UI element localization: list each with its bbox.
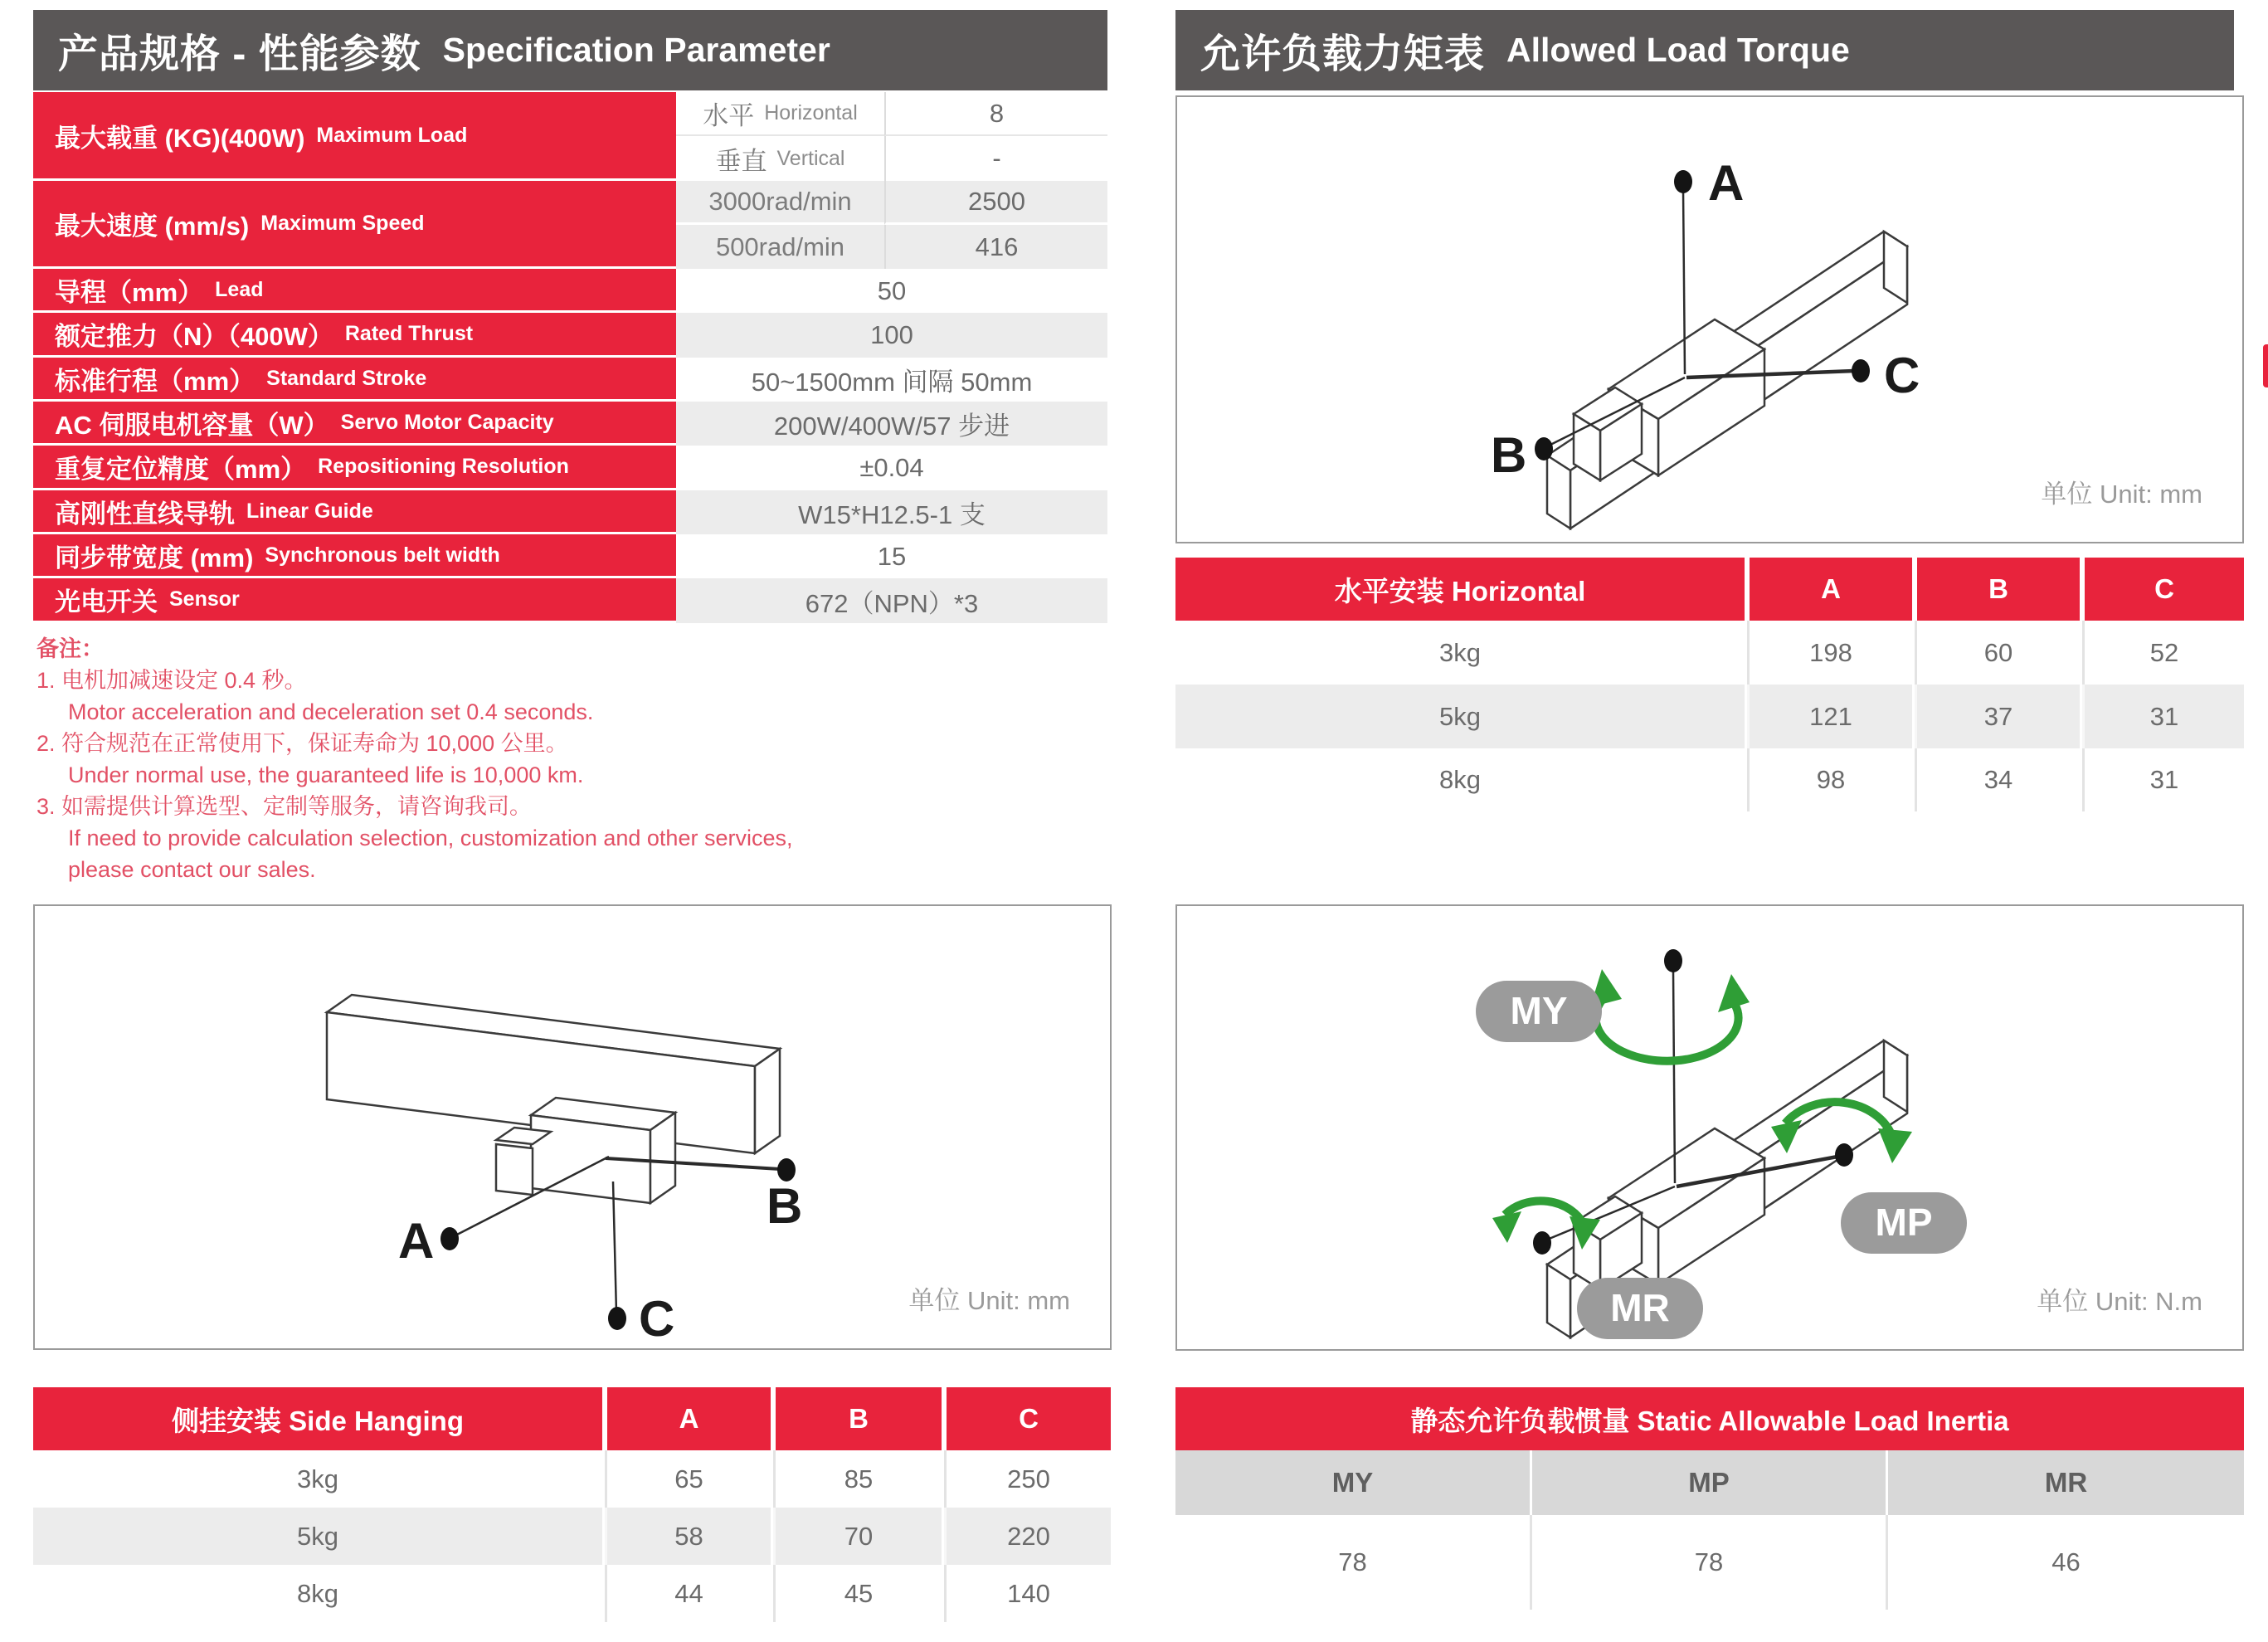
side-row-8kg-a: 44 <box>605 1565 771 1622</box>
lead-zh: 导程（mm） <box>55 277 204 307</box>
inertia-val-my: 78 <box>1338 1547 1367 1576</box>
vertical-zh: 垂直 <box>715 146 767 176</box>
side-row-8kg-b: 45 <box>773 1565 942 1622</box>
horiz-row-8kg-a: 98 <box>1747 748 1912 811</box>
notes-heading: 备注： <box>37 636 104 661</box>
max-load-en: Maximum Load <box>316 123 468 147</box>
belt-zh: 同步带宽度 (mm) <box>55 543 254 573</box>
horiz-row-8kg-c: 31 <box>2082 748 2244 811</box>
max-load-horizontal-cell <box>676 92 884 136</box>
axis-label-b: B <box>1491 427 1527 483</box>
page-edge-red-artifact <box>2263 344 2268 387</box>
repeatability-zh: 重复定位精度（mm） <box>55 455 307 484</box>
note-line: 1. 电机加减速设定 0.4 秒。 <box>37 668 307 693</box>
horiz-row-5kg-a: 121 <box>1747 685 1912 748</box>
label-c: C <box>639 1291 675 1347</box>
inertia-val-mr: 46 <box>1886 1515 2244 1610</box>
thrust-value: 100 <box>676 313 1107 358</box>
horizontal-zh: 水平 <box>703 101 755 130</box>
label-b: B <box>767 1178 803 1234</box>
left-title-en: Specification Parameter <box>442 31 830 69</box>
side-row-3kg-a: 65 <box>605 1450 771 1508</box>
unit-label-nm: 单位 Unit: N.m <box>2037 1287 2202 1316</box>
note-line: Motor acceleration and deceleration set 0.4 seconds. <box>68 699 594 724</box>
stroke-value: 50~1500mm 间隔 50mm <box>751 368 1033 397</box>
axis-label-a: A <box>1708 155 1745 211</box>
spec-row-lead-label <box>33 269 676 313</box>
inertia-col-my: MY <box>1175 1450 1530 1515</box>
my-axis-dot <box>1664 949 1682 972</box>
side-row-5kg-b: 70 <box>773 1508 942 1565</box>
spec-row-sensor-label <box>33 578 676 623</box>
spec-row-belt-label <box>33 534 676 578</box>
unit-label-mm: 单位 Unit: mm <box>908 1286 1070 1315</box>
side-row-3kg-label: 3kg <box>297 1464 338 1493</box>
horizontal-col-c: C <box>2082 558 2244 621</box>
right-title-zh: 允许负载力矩表 <box>1200 32 1486 76</box>
spec-row-guide-label <box>33 490 676 534</box>
left-section-title <box>33 10 1107 90</box>
servo-en: Servo Motor Capacity <box>340 410 554 434</box>
note-line: 3. 如需提供计算选型、定制等服务，请咨询我司。 <box>37 794 533 819</box>
speed-500-cell: 500rad/min <box>676 225 884 269</box>
side-hanging-diagram-box <box>33 904 1112 1350</box>
right-section-title <box>1175 10 2234 90</box>
spec-row-repeatability-label <box>33 446 676 490</box>
speed-500-value: 416 <box>884 225 1107 269</box>
unit-label-mm-right: 单位 Unit: mm <box>2041 480 2202 509</box>
axis-a-dot <box>1674 170 1692 193</box>
horizontal-col-b: B <box>1915 558 2080 621</box>
max-load-vertical-cell <box>676 136 884 181</box>
belt-en: Synchronous belt width <box>265 543 500 567</box>
speed-3000-cell: 3000rad/min <box>676 181 884 225</box>
lead-value: 50 <box>877 275 907 305</box>
my-rotation-arc <box>1596 993 1739 1061</box>
servo-value: 200W/400W/57 步进 <box>676 402 1107 446</box>
mp-axis-dot <box>1835 1143 1853 1167</box>
left-title-zh: 产品规格 - 性能参数 <box>58 32 421 76</box>
horiz-row-3kg-b: 60 <box>1915 621 2080 685</box>
spec-row-stroke-label <box>33 358 676 402</box>
axis-label-c: C <box>1884 348 1920 403</box>
inertia-col-mr: MR <box>1886 1450 2244 1515</box>
horiz-row-5kg-b: 37 <box>1915 685 2080 748</box>
my-arrowhead-right <box>1718 974 1750 1012</box>
inertia-col-mp: MP <box>1530 1450 1886 1515</box>
guide-value: W15*H12.5-1 支 <box>676 490 1107 534</box>
thrust-en: Rated Thrust <box>344 322 474 345</box>
label-a: A <box>398 1213 435 1269</box>
note-line: please contact our sales. <box>68 857 316 882</box>
max-load-horizontal-value: 8 <box>884 92 1107 136</box>
load-torque-diagram-box <box>1175 95 2244 543</box>
axis-b-dot <box>1535 437 1553 460</box>
side-row-5kg-c: 220 <box>944 1508 1111 1565</box>
right-title-en: Allowed Load Torque <box>1506 31 1850 69</box>
speed-3000-value: 2500 <box>884 181 1107 225</box>
servo-zh: AC 伺服电机容量（W） <box>55 410 329 440</box>
repeatability-value: ±0.04 <box>859 453 924 482</box>
side-hanging-col-a: A <box>605 1387 771 1450</box>
side-row-5kg-label: 5kg <box>33 1508 602 1565</box>
mp-badge-label: MP <box>1875 1201 1933 1244</box>
notes-block <box>37 633 1107 885</box>
side-hanging-col-b: B <box>773 1387 942 1450</box>
max-load-zh: 最大载重 (KG)(400W) <box>55 123 305 153</box>
note-line: Under normal use, the guaranteed life is 10,000 km. <box>68 763 584 787</box>
horiz-row-8kg-label: 8kg <box>1439 765 1481 794</box>
horiz-row-5kg-c: 31 <box>2082 685 2244 748</box>
mr-arrowhead-2 <box>1492 1211 1521 1243</box>
side-row-3kg-c: 250 <box>944 1450 1111 1508</box>
horiz-row-5kg-label: 5kg <box>1175 685 1745 748</box>
side-hanging-table-title: 侧挂安装 Side Hanging <box>33 1387 602 1450</box>
max-speed-en: Maximum Speed <box>260 212 425 235</box>
sensor-zh: 光电开关 <box>55 587 158 616</box>
max-load-vertical-value: - <box>884 136 1107 181</box>
horizontal-en: Horizontal <box>764 101 858 124</box>
belt-value: 15 <box>877 541 907 571</box>
point-a-dot <box>440 1227 459 1250</box>
horiz-row-3kg-a: 198 <box>1747 621 1912 685</box>
side-row-8kg-c: 140 <box>944 1565 1111 1622</box>
vertical-en: Vertical <box>776 146 845 170</box>
side-row-8kg-label: 8kg <box>297 1578 338 1608</box>
note-line: 2. 符合规范在正常使用下，保证寿命为 10,000 公里。 <box>37 731 568 756</box>
spec-row-servo-label <box>33 402 676 446</box>
guide-zh: 高刚性直线导轨 <box>55 499 235 529</box>
sensor-value: 672（NPN）*3 <box>676 578 1107 623</box>
inertia-val-mp: 78 <box>1530 1515 1886 1610</box>
stroke-en: Standard Stroke <box>266 366 427 390</box>
mr-badge-label: MR <box>1610 1286 1670 1329</box>
sensor-en: Sensor <box>169 587 240 611</box>
horiz-row-8kg-b: 34 <box>1915 748 2080 811</box>
axis-c-dot <box>1852 359 1870 382</box>
horizontal-col-a: A <box>1747 558 1912 621</box>
horizontal-table-title: 水平安装 Horizontal <box>1175 558 1745 621</box>
my-badge-label: MY <box>1510 989 1568 1032</box>
lead-en: Lead <box>215 277 264 301</box>
note-line: If need to provide calculation selection, customization and other services, <box>68 826 793 850</box>
horiz-row-3kg-label: 3kg <box>1439 637 1481 667</box>
side-row-3kg-b: 85 <box>773 1450 942 1508</box>
moment-diagram-box <box>1175 904 2244 1351</box>
spec-row-thrust-label <box>33 313 676 358</box>
mp-arrowhead <box>1878 1128 1912 1163</box>
point-c-dot <box>608 1307 626 1330</box>
max-speed-zh: 最大速度 (mm/s) <box>55 212 250 241</box>
guide-en: Linear Guide <box>246 499 373 523</box>
spec-row-max-load-label <box>33 92 676 181</box>
horiz-row-3kg-c: 52 <box>2082 621 2244 685</box>
thrust-zh: 额定推力（N）（400W） <box>55 322 333 351</box>
inertia-table-title: 静态允许负载惯量 Static Allowable Load Inertia <box>1175 1387 2244 1450</box>
side-hanging-col-c: C <box>944 1387 1111 1450</box>
repeatability-en: Repositioning Resolution <box>318 455 569 478</box>
side-row-5kg-a: 58 <box>605 1508 771 1565</box>
stroke-zh: 标准行程（mm） <box>55 366 256 396</box>
spec-row-max-speed-label <box>33 181 676 269</box>
mr-axis-dot <box>1533 1231 1551 1255</box>
